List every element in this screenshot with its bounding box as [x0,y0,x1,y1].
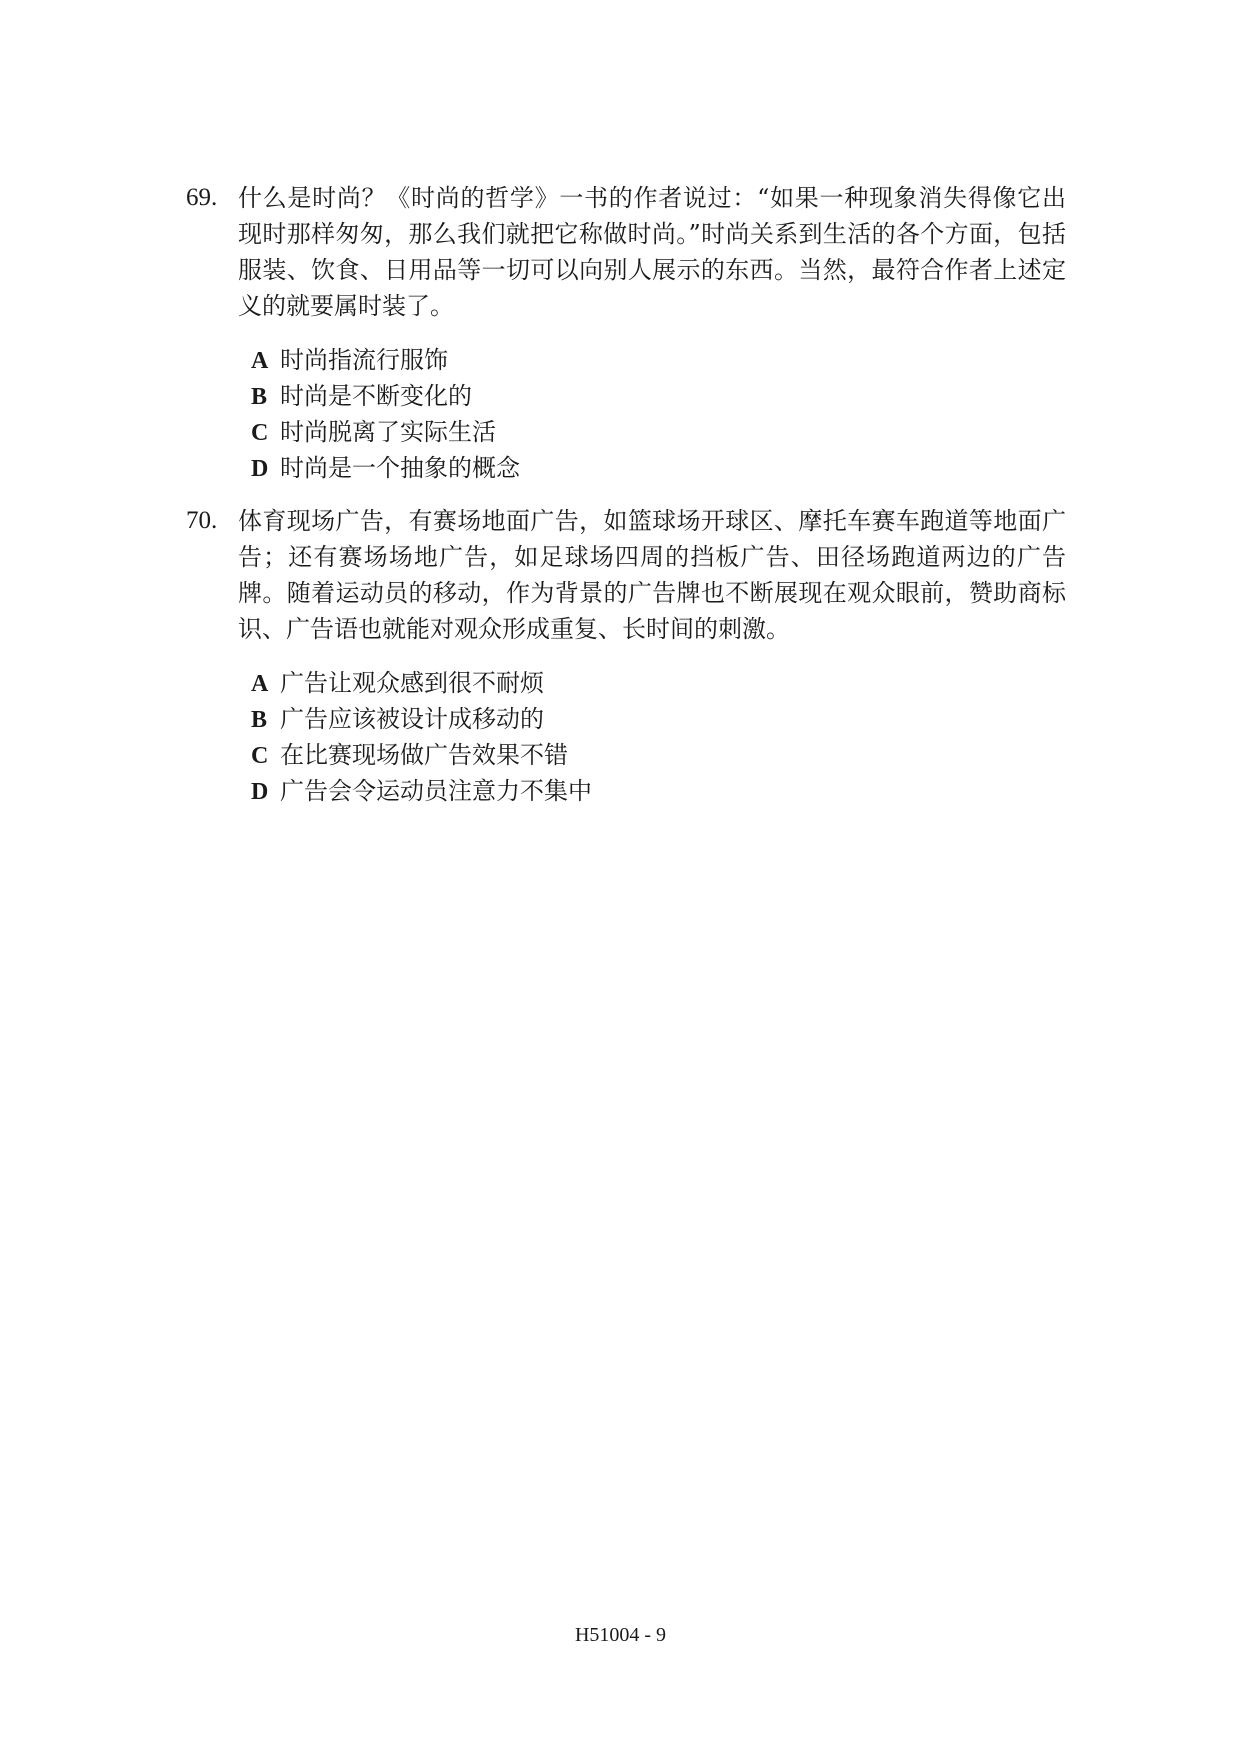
option-a [251,343,1066,379]
option-letter: C [251,420,269,446]
question-text: 什么是时尚？《时尚的哲学》一书的作者说过：“如果一种现象消失得像它出现时那样匆匆，那么我们就把它称做时尚。”时尚关系到生活的各个方面，包括服装、饮食、日用品等一切可以向别人展示的东西。当然，最符合作者上述定义的就要属时装了。 [238,184,1066,320]
option-a [251,666,1066,702]
option-text: 广告让观众感到很不耐烦 [280,669,544,697]
option-d [251,774,1066,810]
question-stem [186,503,1066,647]
question-number: 70. [186,507,218,534]
option-text: 广告应该被设计成移动的 [280,705,544,733]
option-letter: D [251,456,269,482]
option-letter: C [251,743,269,769]
option-c [251,738,1066,774]
option-letter: B [251,384,268,410]
option-letter: A [251,348,269,374]
option-list [186,343,1066,487]
option-letter: D [251,779,269,805]
option-text: 时尚是一个抽象的概念 [280,454,520,482]
option-text: 时尚是不断变化的 [280,382,472,410]
option-d [251,451,1066,487]
option-c [251,415,1066,451]
option-text: 广告会令运动员注意力不集中 [280,777,592,805]
option-list [186,666,1066,810]
question-69 [186,180,1066,487]
question-stem [186,180,1066,324]
option-b [251,379,1066,415]
page-footer [0,1624,1241,1647]
option-b [251,702,1066,738]
question-text: 体育现场广告，有赛场地面广告，如篮球场开球区、摩托车赛车跑道等地面广告；还有赛场场地广告，如足球场四周的挡板广告、田径场跑道两边的广告牌。随着运动员的移动，作为背景的广告牌也不断展现在观众眼前，赞助商标识、广告语也就能对观众形成重复、长时间的刺激。 [238,507,1066,643]
option-text: 在比赛现场做广告效果不错 [280,741,568,769]
question-number: 69. [186,184,218,211]
option-letter: A [251,671,269,697]
option-text: 时尚指流行服饰 [280,346,448,374]
option-letter: B [251,707,268,733]
question-70 [186,503,1066,810]
page-number: H51004 - 9 [574,1624,667,1646]
option-text: 时尚脱离了实际生活 [280,418,496,446]
